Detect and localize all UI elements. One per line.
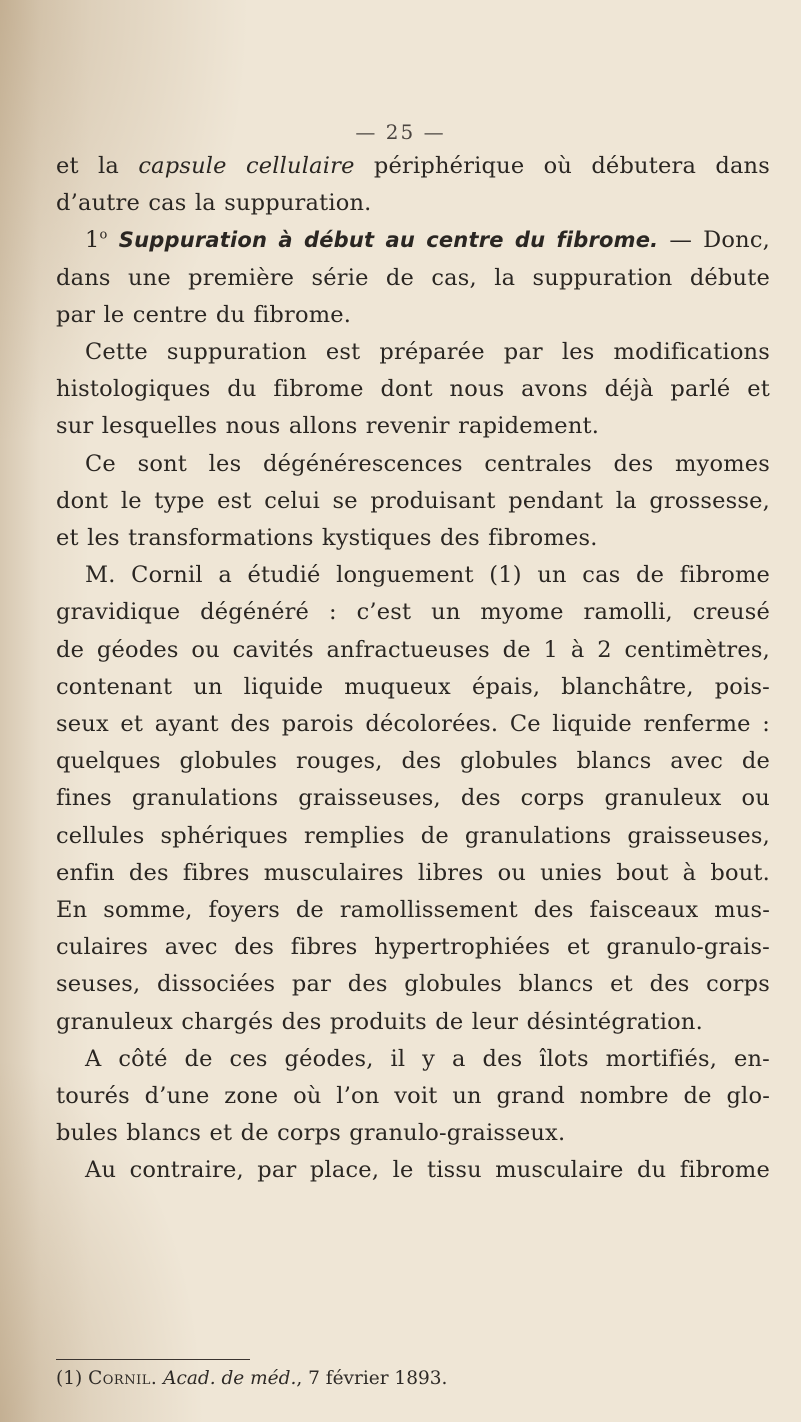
text-line: M. Cornil a étudié longuement (1) un cas de fibrome (85, 562, 770, 589)
text-line: cellules sphériques remplies de granulations graisseuses, (56, 822, 770, 849)
italic-term: capsule cellulaire (138, 153, 355, 179)
footnote-journal: Acad. de méd. (157, 1368, 297, 1389)
page-number: — 25 — (355, 120, 446, 144)
text-line: enfin des fibres musculaires libres ou unies bout à bout. (56, 859, 770, 886)
text-line: fines granulations graisseuses, des corps granuleux ou (56, 785, 770, 812)
text-line: Cette suppuration est préparée par les modifications (85, 339, 770, 366)
text-line: d’autre cas la suppuration. (56, 190, 372, 217)
text-line: Au contraire, par place, le tissu musculaire du fibrome (85, 1157, 770, 1184)
footnote-author: Cornil. (88, 1368, 158, 1389)
text-line: par le centre du fibrome. (56, 301, 352, 328)
footnote: (1) Cornil. Acad. de méd., 7 février 1893. (56, 1368, 448, 1389)
text-line: et les transformations kystiques des fibromes. (56, 525, 598, 552)
text-line: seux et ayant des parois décolorées. Ce liquide renferme : (56, 711, 770, 738)
text-line: tourés d’une zone où l’on voit un grand nombre de glo- (56, 1083, 770, 1110)
text-line: Ce sont les dégénérescences centrales des myomes (85, 450, 770, 477)
text-line: granuleux chargés des produits de leur désintégration. (56, 1008, 703, 1035)
text-line: bules blancs et de corps granulo-graisseux. (56, 1120, 566, 1147)
text-line: histologiques du fibrome dont nous avons déjà parlé et (56, 376, 770, 403)
text-line: dont le type est celui se produisant pendant la grossesse, (56, 487, 770, 514)
section-heading: Suppuration à début au centre du fibrome. (107, 228, 659, 253)
body-text (56, 148, 770, 1190)
text-line: quelques globules rouges, des globules blancs avec de (56, 748, 770, 775)
text-line: de géodes ou cavités anfractueuses de 1 à 2 centimètres, (56, 636, 770, 663)
footnote-separator (56, 1359, 250, 1360)
text-line: seuses, dissociées par des globules blancs et des corps (56, 971, 770, 998)
text-line: contenant un liquide muqueux épais, blanchâtre, pois- (56, 673, 770, 700)
text-line: sur lesquelles nous allons revenir rapidement. (56, 413, 600, 440)
text-line: A côté de ces géodes, il y a des îlots mortifiés, en- (85, 1045, 770, 1072)
text-line: et la capsule cellulaire périphérique où débutera dans (56, 153, 770, 179)
section-heading-line: 1$^o$ Suppuration à début au centre du fibrome. — Donc, (85, 227, 770, 254)
text-line: En somme, foyers de ramollissement des faisceaux mus- (56, 897, 770, 924)
text-line: gravidique dégénéré : c’est un myome ramolli, creusé (56, 599, 770, 626)
text-line: culaires avec des fibres hypertrophiées et granulo-grais- (56, 934, 770, 961)
text-line: dans une première série de cas, la suppuration débute (56, 264, 770, 291)
